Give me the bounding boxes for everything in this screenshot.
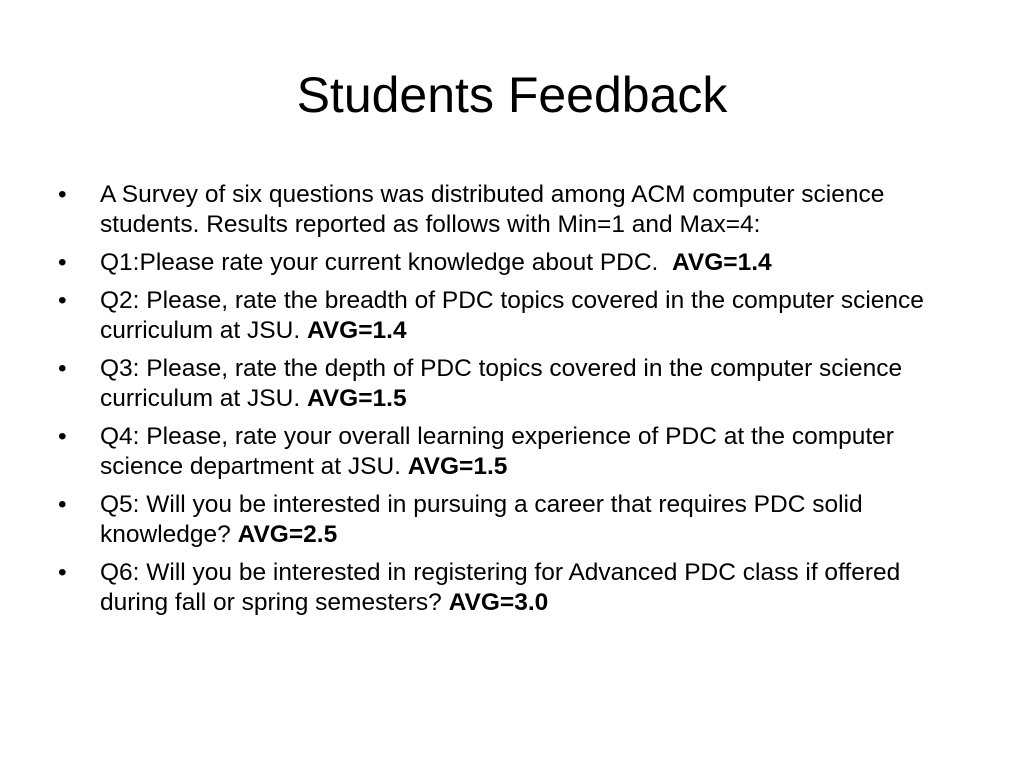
bullet-item-q6 xyxy=(58,558,968,618)
bullet-item-q3 xyxy=(58,354,968,414)
bullet-list xyxy=(58,180,968,626)
avg-value: AVG=1.4 xyxy=(306,317,407,344)
avg-value: AVG=1.5 xyxy=(306,385,407,412)
slide-title: Students Feedback xyxy=(296,67,728,123)
avg-value: AVG=2.5 xyxy=(237,521,338,548)
bullet-icon: • xyxy=(58,287,67,314)
bullet-item-intro xyxy=(58,180,968,240)
bullet-item-q5 xyxy=(58,490,968,550)
bullet-icon: • xyxy=(58,559,67,586)
avg-value: AVG=1.5 xyxy=(407,453,508,480)
bullet-icon: • xyxy=(58,491,67,518)
bullet-item-q1 xyxy=(58,248,968,278)
bullet-icon: • xyxy=(58,249,67,276)
avg-value: AVG=1.4 xyxy=(671,249,772,276)
bullet-text: A Survey of six questions was distributed among ACM computer science students. Results reported as follows with Min=1 and Max=4: xyxy=(100,181,885,238)
bullet-icon: • xyxy=(58,181,67,208)
bullet-text: Q2: Please, rate the breadth of PDC topics covered in the computer science curriculum at JSU. xyxy=(100,287,924,344)
bullet-item-q4 xyxy=(58,422,968,482)
bullet-text: Q6: Will you be interested in registering for Advanced PDC class if offered during fall or spring semesters? xyxy=(100,559,901,616)
bullet-icon: • xyxy=(58,423,67,450)
bullet-text: Q1:Please rate your current knowledge about PDC. xyxy=(100,249,672,276)
bullet-text: Q3: Please, rate the depth of PDC topics covered in the computer science curriculum at JSU. xyxy=(100,355,903,412)
bullet-text: Q4: Please, rate your overall learning experience of PDC at the computer science department at JSU. xyxy=(100,423,894,480)
avg-value: AVG=3.0 xyxy=(448,589,549,616)
bullet-item-q2 xyxy=(58,286,968,346)
bullet-icon: • xyxy=(58,355,67,382)
bullet-text: Q5: Will you be interested in pursuing a career that requires PDC solid knowledge? xyxy=(100,491,863,548)
